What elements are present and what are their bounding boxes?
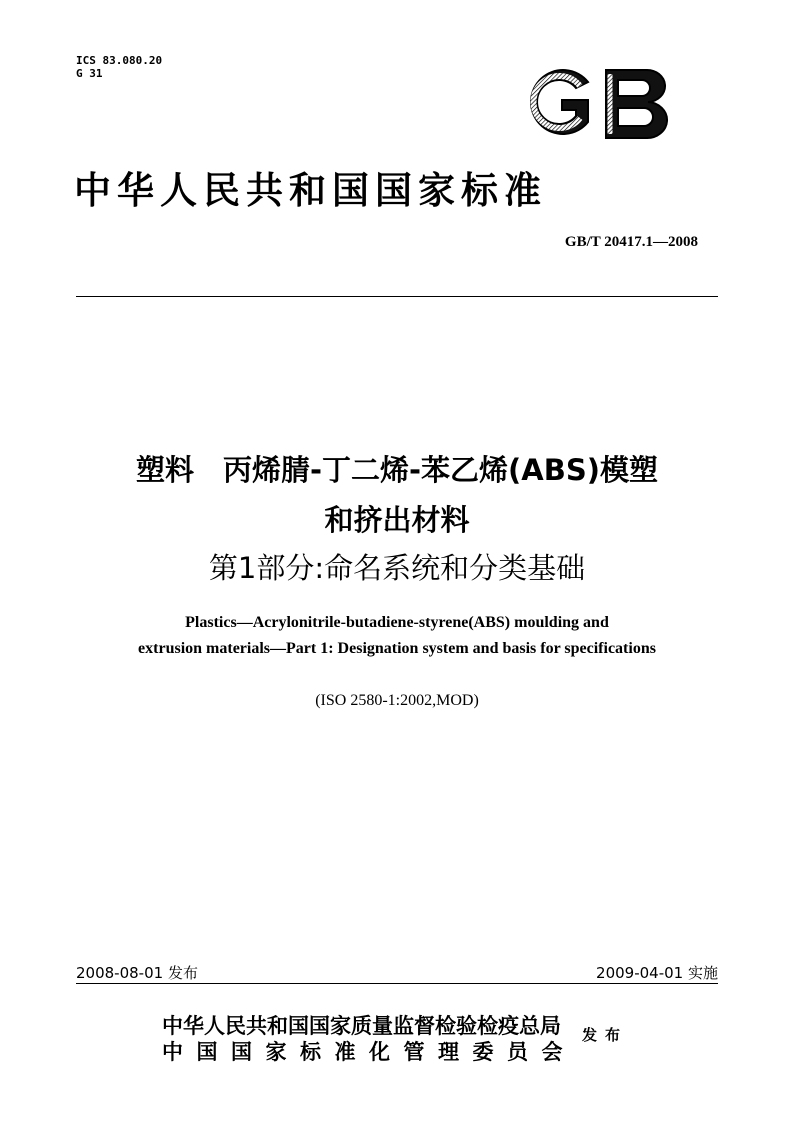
release-label: 发布: [582, 1026, 629, 1044]
bottom-divider: [76, 983, 718, 984]
implementation-date: 2009-04-01 实施: [596, 964, 718, 982]
cn-title-line-3: 第1部分:命名系统和分类基础: [208, 551, 586, 585]
top-divider: [76, 296, 718, 297]
gb-logo: [518, 62, 678, 142]
ccs-code: G 31: [76, 67, 103, 80]
standard-type-title: 中华人民共和国国家标准: [74, 169, 547, 212]
ics-code: ICS 83.080.20: [76, 54, 163, 67]
cn-title-line-2: 和挤出材料: [324, 503, 470, 537]
en-title-line-1: Plastics—Acrylonitrile-butadiene-styrene(ABS) moulding and: [185, 614, 609, 631]
publisher-sac: 中国国家标准化管理委员会: [162, 1040, 576, 1064]
issue-date: 2008-08-01 发布: [76, 964, 198, 982]
cn-title-line-1: 塑料 丙烯腈-丁二烯-苯乙烯(ABS)模塑: [135, 453, 658, 487]
iso-reference: (ISO 2580-1:2002,MOD): [315, 692, 479, 709]
publisher-aqsiq: 中华人民共和国国家质量监督检验检疫总局: [162, 1014, 561, 1038]
en-title-line-2: extrusion materials—Part 1: Designation system and basis for specifications: [138, 640, 656, 657]
standard-number: GB/T 20417.1—2008: [564, 234, 698, 250]
